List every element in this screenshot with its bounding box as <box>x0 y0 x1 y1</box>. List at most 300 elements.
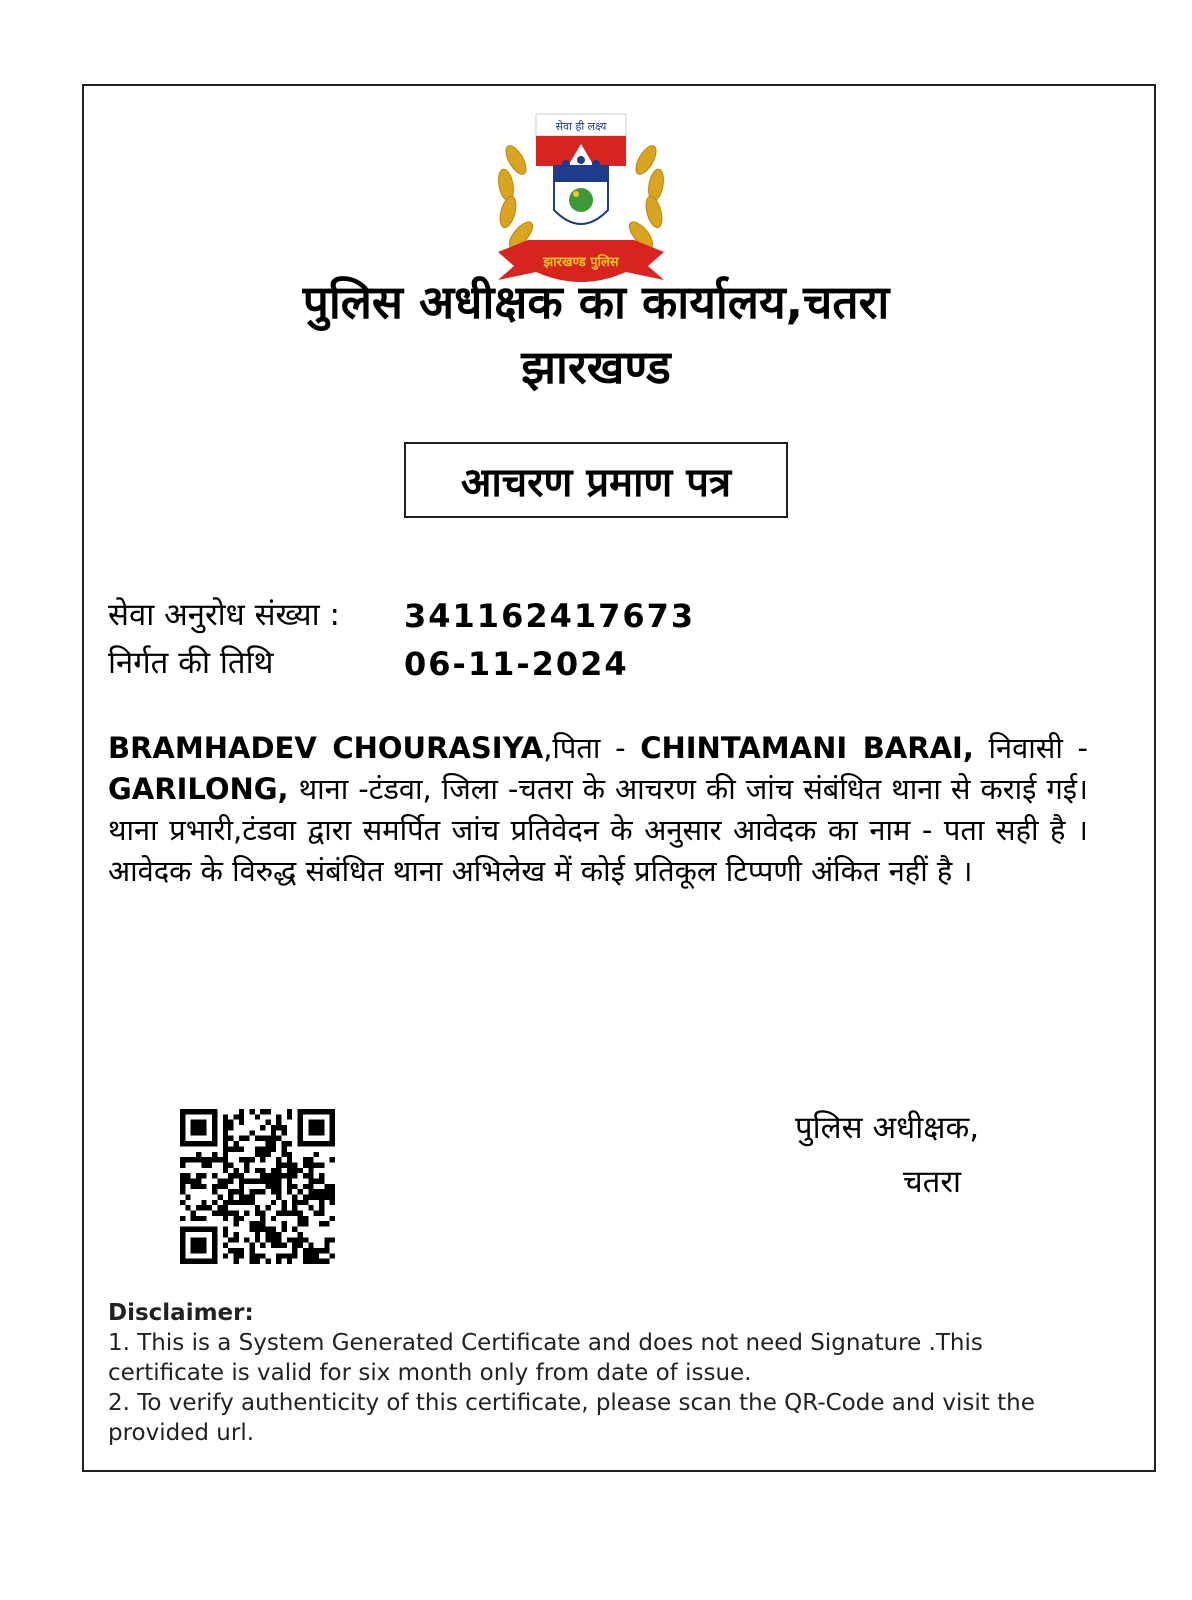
qr-module <box>191 1237 196 1242</box>
qr-module <box>276 1189 281 1194</box>
qr-module <box>180 1189 185 1194</box>
qr-module <box>282 1146 287 1151</box>
qr-module <box>196 1216 201 1221</box>
qr-module <box>223 1205 228 1210</box>
qr-module <box>196 1205 201 1210</box>
qr-module <box>330 1157 335 1162</box>
qr-module <box>191 1227 196 1232</box>
qr-module <box>223 1200 228 1205</box>
qr-module <box>228 1125 233 1130</box>
qr-module <box>185 1205 190 1210</box>
qr-module <box>212 1125 217 1130</box>
qr-module <box>276 1125 281 1130</box>
qr-module <box>196 1157 201 1162</box>
qr-module <box>191 1130 196 1135</box>
qr-module <box>201 1141 206 1146</box>
qr-module <box>212 1120 217 1125</box>
qr-module <box>266 1136 271 1141</box>
qr-module <box>201 1243 206 1248</box>
qr-module <box>180 1259 185 1264</box>
qr-module <box>201 1237 206 1242</box>
qr-module <box>271 1146 276 1151</box>
qr-module <box>223 1120 228 1125</box>
qr-module <box>303 1157 308 1162</box>
qr-module <box>319 1248 324 1253</box>
qr-module <box>223 1141 228 1146</box>
qr-module <box>217 1178 222 1183</box>
qr-module <box>239 1184 244 1189</box>
qr-module <box>271 1173 276 1178</box>
qr-module <box>223 1157 228 1162</box>
qr-module <box>319 1259 324 1264</box>
qr-module <box>207 1157 212 1162</box>
qr-module <box>292 1253 297 1258</box>
qr-module <box>196 1130 201 1135</box>
qr-module <box>271 1237 276 1242</box>
qr-module <box>207 1259 212 1264</box>
qr-module <box>233 1221 238 1226</box>
qr-module <box>271 1243 276 1248</box>
qr-module <box>185 1141 190 1146</box>
resident-label: निवासी - <box>988 731 1088 765</box>
qr-module <box>196 1178 201 1183</box>
qr-module <box>282 1253 287 1258</box>
qr-module <box>249 1178 254 1183</box>
qr-module <box>228 1136 233 1141</box>
qr-module <box>233 1253 238 1258</box>
qr-module <box>180 1248 185 1253</box>
qr-module <box>314 1248 319 1253</box>
qr-module <box>260 1221 265 1226</box>
qr-module <box>330 1184 335 1189</box>
document-title-text: आचरण प्रमाण पत्र <box>460 459 732 506</box>
qr-module <box>314 1152 319 1157</box>
qr-module <box>292 1243 297 1248</box>
qr-module <box>330 1237 335 1242</box>
qr-module <box>266 1152 271 1157</box>
qr-module <box>303 1141 308 1146</box>
qr-module <box>191 1211 196 1216</box>
qr-module <box>233 1189 238 1194</box>
qr-module <box>276 1237 281 1242</box>
qr-module <box>271 1136 276 1141</box>
qr-module <box>228 1173 233 1178</box>
qr-module <box>271 1168 276 1173</box>
qr-module <box>282 1211 287 1216</box>
qr-module <box>196 1227 201 1232</box>
qr-module <box>201 1130 206 1135</box>
qr-module <box>266 1173 271 1178</box>
qr-module <box>233 1216 238 1221</box>
qr-module <box>244 1178 249 1183</box>
qr-module <box>233 1259 238 1264</box>
qr-module <box>314 1130 319 1135</box>
qr-module <box>308 1109 313 1114</box>
qr-module <box>249 1259 254 1264</box>
qr-module <box>271 1130 276 1135</box>
qr-module <box>303 1173 308 1178</box>
qr-module <box>260 1152 265 1157</box>
qr-module <box>266 1205 271 1210</box>
qr-module <box>249 1200 254 1205</box>
qr-module <box>255 1136 260 1141</box>
qr-module <box>303 1200 308 1205</box>
qr-module <box>314 1189 319 1194</box>
state-title: झारखण्ड <box>521 340 671 394</box>
qr-module <box>266 1227 271 1232</box>
qr-module <box>249 1248 254 1253</box>
qr-module <box>207 1162 212 1167</box>
qr-module <box>255 1237 260 1242</box>
qr-module <box>298 1221 303 1226</box>
qr-module <box>239 1120 244 1125</box>
qr-module <box>239 1173 244 1178</box>
qr-module <box>191 1259 196 1264</box>
qr-module <box>223 1162 228 1167</box>
qr-module <box>271 1200 276 1205</box>
qr-module <box>249 1157 254 1162</box>
qr-module <box>260 1178 265 1183</box>
qr-module <box>276 1184 281 1189</box>
qr-module <box>180 1162 185 1167</box>
qr-module <box>196 1184 201 1189</box>
qr-module <box>180 1178 185 1183</box>
qr-module <box>303 1162 308 1167</box>
qr-module <box>201 1120 206 1125</box>
qr-module <box>228 1120 233 1125</box>
qr-module <box>298 1136 303 1141</box>
qr-module <box>244 1200 249 1205</box>
qr-module <box>271 1227 276 1232</box>
qr-module <box>282 1221 287 1226</box>
applicant-name: BRAMHADEV CHOURASIYA <box>108 731 544 765</box>
qr-module <box>298 1109 303 1114</box>
qr-module <box>298 1243 303 1248</box>
qr-module <box>271 1141 276 1146</box>
qr-module <box>260 1136 265 1141</box>
qr-module <box>282 1125 287 1130</box>
qr-module <box>287 1178 292 1183</box>
qr-module <box>180 1237 185 1242</box>
qr-module <box>319 1130 324 1135</box>
qr-module <box>260 1109 265 1114</box>
qr-module <box>223 1232 228 1237</box>
qr-module <box>228 1237 233 1242</box>
qr-module <box>324 1195 329 1200</box>
qr-module <box>308 1168 313 1173</box>
qr-module <box>319 1141 324 1146</box>
qr-module <box>217 1205 222 1210</box>
qr-module <box>255 1253 260 1258</box>
qr-module <box>233 1146 238 1151</box>
qr-module <box>303 1221 308 1226</box>
qr-module <box>298 1200 303 1205</box>
qr-module <box>266 1178 271 1183</box>
qr-module <box>292 1227 297 1232</box>
qr-module <box>201 1205 206 1210</box>
qr-module <box>276 1136 281 1141</box>
qr-module <box>308 1120 313 1125</box>
qr-module <box>180 1173 185 1178</box>
qr-module <box>212 1184 217 1189</box>
qr-module <box>228 1200 233 1205</box>
qr-module <box>228 1189 233 1194</box>
qr-module <box>308 1248 313 1253</box>
qr-module <box>324 1243 329 1248</box>
qr-module <box>223 1146 228 1151</box>
qr-module <box>292 1205 297 1210</box>
qr-module <box>180 1120 185 1125</box>
qr-module <box>180 1216 185 1221</box>
qr-module <box>180 1114 185 1119</box>
qr-module <box>282 1243 287 1248</box>
qr-module <box>191 1178 196 1183</box>
qr-module <box>185 1259 190 1264</box>
qr-module <box>180 1136 185 1141</box>
qr-module <box>249 1253 254 1258</box>
qr-module <box>185 1173 190 1178</box>
qr-module <box>298 1189 303 1194</box>
disclaimer <box>108 1298 1068 1448</box>
qr-module <box>212 1130 217 1135</box>
qr-module <box>260 1157 265 1162</box>
qr-module <box>260 1216 265 1221</box>
qr-module <box>185 1178 190 1183</box>
qr-module <box>223 1125 228 1130</box>
qr-module <box>185 1109 190 1114</box>
qr-module <box>298 1114 303 1119</box>
qr-module <box>255 1211 260 1216</box>
document-title <box>404 442 788 518</box>
qr-module <box>276 1243 281 1248</box>
qr-module <box>233 1200 238 1205</box>
qr-module <box>314 1162 319 1167</box>
qr-module <box>249 1109 254 1114</box>
qr-module <box>239 1146 244 1151</box>
qr-module <box>298 1120 303 1125</box>
qr-module <box>319 1162 324 1167</box>
qr-module <box>233 1237 238 1242</box>
qr-module <box>298 1211 303 1216</box>
qr-module <box>212 1114 217 1119</box>
qr-module <box>287 1237 292 1242</box>
qr-module <box>180 1125 185 1130</box>
qr-module <box>330 1136 335 1141</box>
qr-module <box>303 1248 308 1253</box>
qr-module <box>239 1248 244 1253</box>
qr-module <box>308 1157 313 1162</box>
service-request-label: सेवा अनुरोध संख्या : <box>108 597 340 633</box>
qr-module <box>196 1109 201 1114</box>
disclaimer-title: Disclaimer: <box>108 1300 254 1326</box>
svg-text:झारखण्ड पुलिस: झारखण्ड पुलिस <box>543 255 619 270</box>
qr-module <box>196 1248 201 1253</box>
qr-module <box>201 1125 206 1130</box>
qr-module <box>255 1152 260 1157</box>
qr-module <box>308 1205 313 1210</box>
qr-module <box>276 1232 281 1237</box>
qr-module <box>212 1173 217 1178</box>
qr-module <box>314 1178 319 1183</box>
qr-module <box>212 1232 217 1237</box>
qr-module <box>303 1259 308 1264</box>
qr-module <box>266 1109 271 1114</box>
qr-module <box>223 1216 228 1221</box>
signatory-designation: पुलिस अधीक्षक, <box>795 1110 980 1146</box>
qr-module <box>271 1184 276 1189</box>
qr-module <box>276 1157 281 1162</box>
qr-module <box>330 1141 335 1146</box>
qr-module <box>287 1211 292 1216</box>
qr-module <box>180 1200 185 1205</box>
qr-module <box>223 1178 228 1183</box>
qr-module <box>330 1216 335 1221</box>
qr-module <box>298 1232 303 1237</box>
qr-module <box>180 1253 185 1258</box>
qr-module <box>223 1130 228 1135</box>
qr-module <box>303 1237 308 1242</box>
qr-module <box>212 1237 217 1242</box>
qr-module <box>308 1259 313 1264</box>
qr-module <box>255 1168 260 1173</box>
qr-module <box>314 1211 319 1216</box>
certificate-body <box>108 728 1088 892</box>
qr-module <box>255 1232 260 1237</box>
qr-module <box>287 1152 292 1157</box>
qr-module <box>239 1216 244 1221</box>
qr-module <box>217 1195 222 1200</box>
qr-module <box>319 1109 324 1114</box>
father-label: ,पिता - <box>543 731 641 765</box>
qr-module <box>233 1173 238 1178</box>
qr-module <box>314 1109 319 1114</box>
qr-module <box>196 1141 201 1146</box>
qr-module <box>276 1162 281 1167</box>
qr-module <box>191 1248 196 1253</box>
qr-module <box>201 1184 206 1189</box>
qr-module <box>330 1130 335 1135</box>
qr-module <box>191 1157 196 1162</box>
qr-module <box>260 1168 265 1173</box>
qr-module <box>212 1243 217 1248</box>
qr-module <box>314 1259 319 1264</box>
qr-module <box>244 1157 249 1162</box>
qr-module <box>185 1195 190 1200</box>
father-name: CHINTAMANI BARAI, <box>640 731 974 765</box>
qr-module <box>239 1195 244 1200</box>
qr-module <box>191 1141 196 1146</box>
qr-module <box>287 1141 292 1146</box>
qr-module <box>282 1227 287 1232</box>
qr-module <box>212 1152 217 1157</box>
qr-module <box>303 1109 308 1114</box>
qr-module <box>207 1205 212 1210</box>
qr-module <box>244 1237 249 1242</box>
qr-module <box>319 1211 324 1216</box>
qr-module <box>201 1173 206 1178</box>
qr-module <box>266 1237 271 1242</box>
qr-module <box>266 1146 271 1151</box>
qr-module <box>276 1211 281 1216</box>
qr-module <box>217 1184 222 1189</box>
qr-module <box>212 1109 217 1114</box>
qr-module <box>244 1168 249 1173</box>
qr-module <box>249 1243 254 1248</box>
qr-module <box>233 1168 238 1173</box>
qr-module <box>314 1141 319 1146</box>
qr-module <box>239 1178 244 1183</box>
qr-module <box>255 1146 260 1151</box>
qr-module <box>282 1173 287 1178</box>
qr-module <box>287 1157 292 1162</box>
qr-module <box>244 1195 249 1200</box>
qr-module <box>212 1200 217 1205</box>
qr-module <box>180 1157 185 1162</box>
qr-module <box>196 1243 201 1248</box>
qr-module <box>180 1227 185 1232</box>
qr-module <box>319 1189 324 1194</box>
qr-module <box>212 1157 217 1162</box>
qr-module <box>255 1114 260 1119</box>
qr-module <box>217 1157 222 1162</box>
qr-module <box>255 1221 260 1226</box>
qr-module <box>223 1168 228 1173</box>
qr-module <box>185 1227 190 1232</box>
qr-module <box>292 1200 297 1205</box>
qr-module <box>196 1125 201 1130</box>
qr-module <box>314 1120 319 1125</box>
service-request-number: 341162417673 <box>404 597 696 635</box>
qr-module <box>330 1114 335 1119</box>
qr-module <box>180 1141 185 1146</box>
qr-module <box>180 1232 185 1237</box>
qr-module <box>228 1211 233 1216</box>
qr-module <box>223 1227 228 1232</box>
qr-module <box>244 1136 249 1141</box>
qr-module <box>233 1248 238 1253</box>
qr-module <box>271 1216 276 1221</box>
qr-module <box>308 1243 313 1248</box>
qr-module <box>292 1173 297 1178</box>
disclaimer-point-1: 1. This is a System Generated Certificate and does not need Signature .This certificate is valid for six month only from date of issue. <box>108 1330 983 1386</box>
qr-module <box>330 1200 335 1205</box>
qr-module <box>260 1211 265 1216</box>
qr-module <box>233 1211 238 1216</box>
verification-qr-code[interactable] <box>180 1109 335 1264</box>
qr-module <box>276 1178 281 1183</box>
qr-module <box>244 1162 249 1167</box>
qr-module <box>282 1141 287 1146</box>
qr-module <box>303 1253 308 1258</box>
qr-module <box>271 1125 276 1130</box>
issue-date-label: निर्गत की तिथि <box>108 645 274 681</box>
qr-module <box>282 1152 287 1157</box>
qr-module <box>330 1125 335 1130</box>
qr-module <box>319 1120 324 1125</box>
qr-module <box>303 1184 308 1189</box>
qr-module <box>271 1232 276 1237</box>
qr-module <box>324 1141 329 1146</box>
qr-module <box>292 1162 297 1167</box>
qr-module <box>223 1211 228 1216</box>
qr-module <box>287 1162 292 1167</box>
qr-module <box>233 1141 238 1146</box>
qr-module <box>260 1253 265 1258</box>
qr-module <box>239 1200 244 1205</box>
qr-module <box>260 1125 265 1130</box>
qr-module <box>191 1120 196 1125</box>
qr-module <box>207 1141 212 1146</box>
